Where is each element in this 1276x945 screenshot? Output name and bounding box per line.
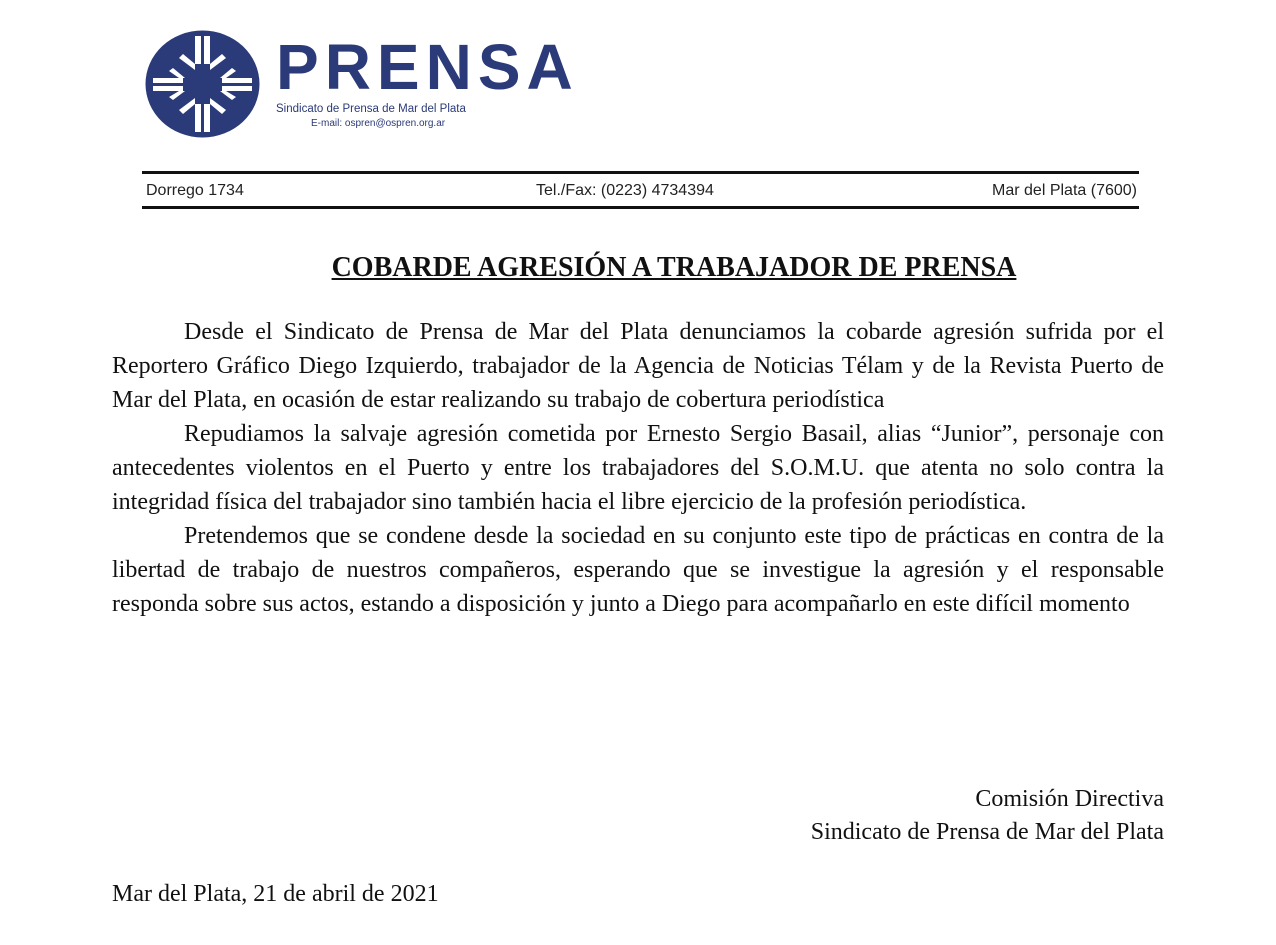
brand-name: PRENSA [276,31,579,103]
header-rule-bottom [142,206,1139,209]
body-paragraph: Desde el Sindicato de Prensa de Mar del Plata denunciamos la cobarde agresión sufrida por el Reportero Gráfico Diego Izquierdo, trabajador de la Agencia de Noticias Télam y de la Revista Puerto de Mar del Plata, en ocasión de estar realizando su trabajo de cobertura periodística [112,319,1164,413]
brand-subtitle: Sindicato de Prensa de Mar del Plata [276,103,466,115]
document-title: COBARDE AGRESIÓN A TRABAJADOR DE PRENSA [331,252,1017,283]
signature-line-1: Comisión Directiva [975,786,1164,812]
signature-block [811,783,1164,849]
header-rule-top [142,171,1139,174]
brand-email: E-mail: ospren@ospren.org.ar [311,118,446,129]
contact-phone: Tel./Fax: (0223) 4734394 [536,182,714,199]
signature-line-2: Sindicato de Prensa de Mar del Plata [810,819,1164,845]
contact-address: Dorrego 1734 [146,182,244,199]
inward-arrows-logo-icon [145,30,260,138]
body-paragraph: Repudiamos la salvaje agresión cometida por Ernesto Sergio Basail, alias “Junior”, personaje con antecedentes violentos en el Puerto y entre los trabajadores del S.O.M.U. que atenta no solo contra la integridad física del trabajador sino también hacia el libre ejercicio de la profesión periodística. [112,421,1164,515]
body-paragraph: Pretendemos que se condene desde la sociedad en su conjunto este tipo de prácticas en contra de la libertad de trabajo de nuestros compañeros, esperando que se investigue la agresión y el responsable responda sobre sus actos, estando a disposición y junto a Diego para acompañarlo en este difícil momento [112,523,1164,617]
date-line: Mar del Plata, 21 de abril de 2021 [112,881,439,907]
contact-city: Mar del Plata (7600) [992,182,1137,199]
document-body [112,315,1164,621]
